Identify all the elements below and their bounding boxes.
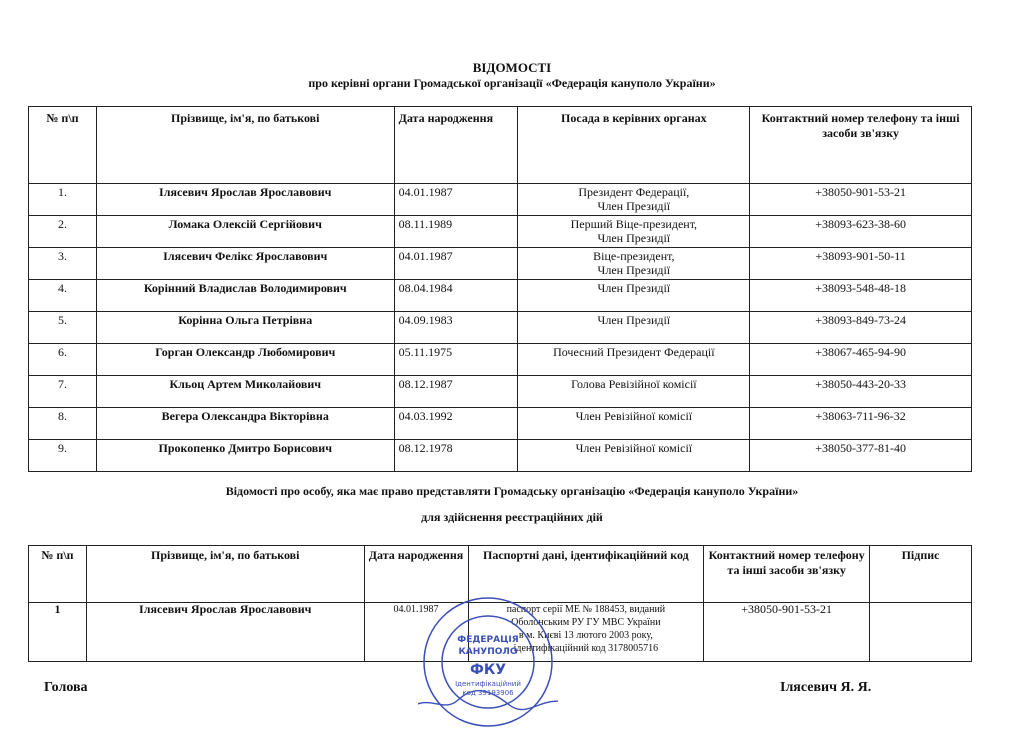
row-phone: +38093-623-38-60	[750, 216, 972, 248]
row-position	[518, 248, 750, 280]
row-number: 5.	[29, 312, 97, 344]
stamp-text-5: код 39193906	[462, 689, 514, 697]
passport-line: паспорт серії МЕ № 188453, виданий	[506, 604, 666, 615]
table-row	[29, 280, 972, 312]
row-position	[518, 280, 750, 312]
row-birthdate: 08.04.1984	[394, 280, 518, 312]
row-birthdate: 04.01.1987	[394, 248, 518, 280]
table-row	[29, 376, 972, 408]
row-number: 7.	[29, 376, 97, 408]
document-title: ВІДОМОСТІ	[472, 60, 552, 75]
row-position	[518, 344, 750, 376]
row-birthdate: 04.01.1987	[364, 603, 468, 662]
position-line: Член Президії	[597, 313, 671, 327]
position-line: Член Ревізійної комісії	[575, 409, 693, 423]
stamp-text-4: Ідентифікаційний	[455, 680, 521, 688]
table-row	[29, 184, 972, 216]
col-position: Посада в керівних органах	[518, 107, 750, 184]
representative-heading: Відомості про особу, яка має право представляти Громадську організацію «Федерація кануполо України»	[225, 484, 799, 498]
position-line: Член Ревізійної комісії	[575, 441, 693, 455]
passport-line: в м. Києві 13 лютого 2003 року,	[518, 630, 653, 641]
row-name: Корінний Владислав Володимирович	[96, 280, 394, 312]
row-birthdate: 04.09.1983	[394, 312, 518, 344]
passport-line: ідентифікаційний код 3178005716	[513, 643, 659, 654]
row-birthdate: 08.12.1978	[394, 440, 518, 472]
organization-stamp	[418, 592, 558, 732]
row-number: 9.	[29, 440, 97, 472]
position-line: Голова Ревізійної комісії	[571, 377, 697, 391]
row-name: Ілясевич Ярослав Ярославович	[86, 603, 364, 662]
stamp-text-1: ФЕДЕРАЦІЯ	[457, 635, 519, 645]
col-birthdate: Дата народження	[364, 546, 468, 603]
col-signature: Підпис	[870, 546, 972, 603]
position-line: Президент Федерації,	[578, 185, 690, 199]
row-signature	[870, 603, 972, 662]
row-name: Прокопенко Дмитро Борисович	[96, 440, 394, 472]
footer-role: Голова	[44, 680, 88, 695]
col-name: Прізвище, ім'я, по батькові	[96, 107, 394, 184]
row-birthdate: 05.11.1975	[394, 344, 518, 376]
row-phone: +38050-443-20-33	[750, 376, 972, 408]
position-line: Почесний Президент Федерації	[553, 345, 715, 359]
position-line: Член Президії	[597, 199, 671, 213]
row-birthdate: 04.01.1987	[394, 184, 518, 216]
footer-signatory: Ілясевич Я. Я.	[780, 680, 872, 695]
position-line: Член Президії	[597, 263, 671, 277]
col-number: № п\п	[29, 107, 97, 184]
col-contact: Контактний номер телефону та інші засоби зв'язку	[704, 546, 870, 603]
row-phone: +38093-849-73-24	[750, 312, 972, 344]
row-name: Ілясевич Фелікс Ярославович	[96, 248, 394, 280]
col-passport: Паспортні дані, ідентифікаційний код	[468, 546, 704, 603]
row-position	[518, 312, 750, 344]
row-phone: +38050-901-53-21	[704, 603, 870, 662]
row-name: Ломака Олексій Сергійович	[96, 216, 394, 248]
row-name: Ілясевич Ярослав Ярославович	[96, 184, 394, 216]
table-row	[29, 216, 972, 248]
position-line: Член Президії	[597, 231, 671, 245]
col-contact: Контактний номер телефону та інші засоби зв'язку	[750, 107, 972, 184]
row-name: Корінна Ольга Петрівна	[96, 312, 394, 344]
row-birthdate: 08.11.1989	[394, 216, 518, 248]
row-phone: +38050-901-53-21	[750, 184, 972, 216]
row-position	[518, 184, 750, 216]
table-row	[29, 440, 972, 472]
row-number: 3.	[29, 248, 97, 280]
document-subtitle: про керівні органи Громадської організації «Федерація кануполо України»	[308, 76, 716, 90]
position-line: Перший Віце-президент,	[570, 217, 698, 231]
table-row	[29, 248, 972, 280]
position-line: Член Президії	[597, 281, 671, 295]
row-number: 1	[29, 603, 87, 662]
row-phone: +38063-711-96-32	[750, 408, 972, 440]
row-number: 1.	[29, 184, 97, 216]
row-position	[518, 440, 750, 472]
row-number: 4.	[29, 280, 97, 312]
leadership-table	[28, 106, 972, 472]
stamp-text-3: ФКУ	[469, 662, 507, 678]
row-phone: +38050-377-81-40	[750, 440, 972, 472]
table-row	[29, 312, 972, 344]
passport-line: Оболонським РУ ГУ МВС України	[511, 617, 661, 628]
row-birthdate: 04.03.1992	[394, 408, 518, 440]
row-phone: +38093-901-50-11	[750, 248, 972, 280]
row-name: Вегера Олександра Вікторівна	[96, 408, 394, 440]
col-number: № п\п	[29, 546, 87, 603]
row-phone: +38067-465-94-90	[750, 344, 972, 376]
stamp-text-2: КАНУПОЛО	[458, 647, 518, 657]
row-name: Кльоц Артем Миколайович	[96, 376, 394, 408]
row-position	[518, 216, 750, 248]
table-row	[29, 344, 972, 376]
row-name: Горган Олександр Любомирович	[96, 344, 394, 376]
row-number: 8.	[29, 408, 97, 440]
col-birthdate: Дата народження	[394, 107, 518, 184]
representative-subheading: для здійснення реєстраційних дій	[421, 510, 603, 524]
row-position	[518, 408, 750, 440]
table-header-row	[29, 107, 972, 184]
row-birthdate: 08.12.1987	[394, 376, 518, 408]
row-number: 2.	[29, 216, 97, 248]
col-name: Прізвище, ім'я, по батькові	[86, 546, 364, 603]
position-line: Віце-президент,	[593, 249, 675, 263]
row-position	[518, 376, 750, 408]
table-row	[29, 408, 972, 440]
row-phone: +38093-548-48-18	[750, 280, 972, 312]
row-number: 6.	[29, 344, 97, 376]
